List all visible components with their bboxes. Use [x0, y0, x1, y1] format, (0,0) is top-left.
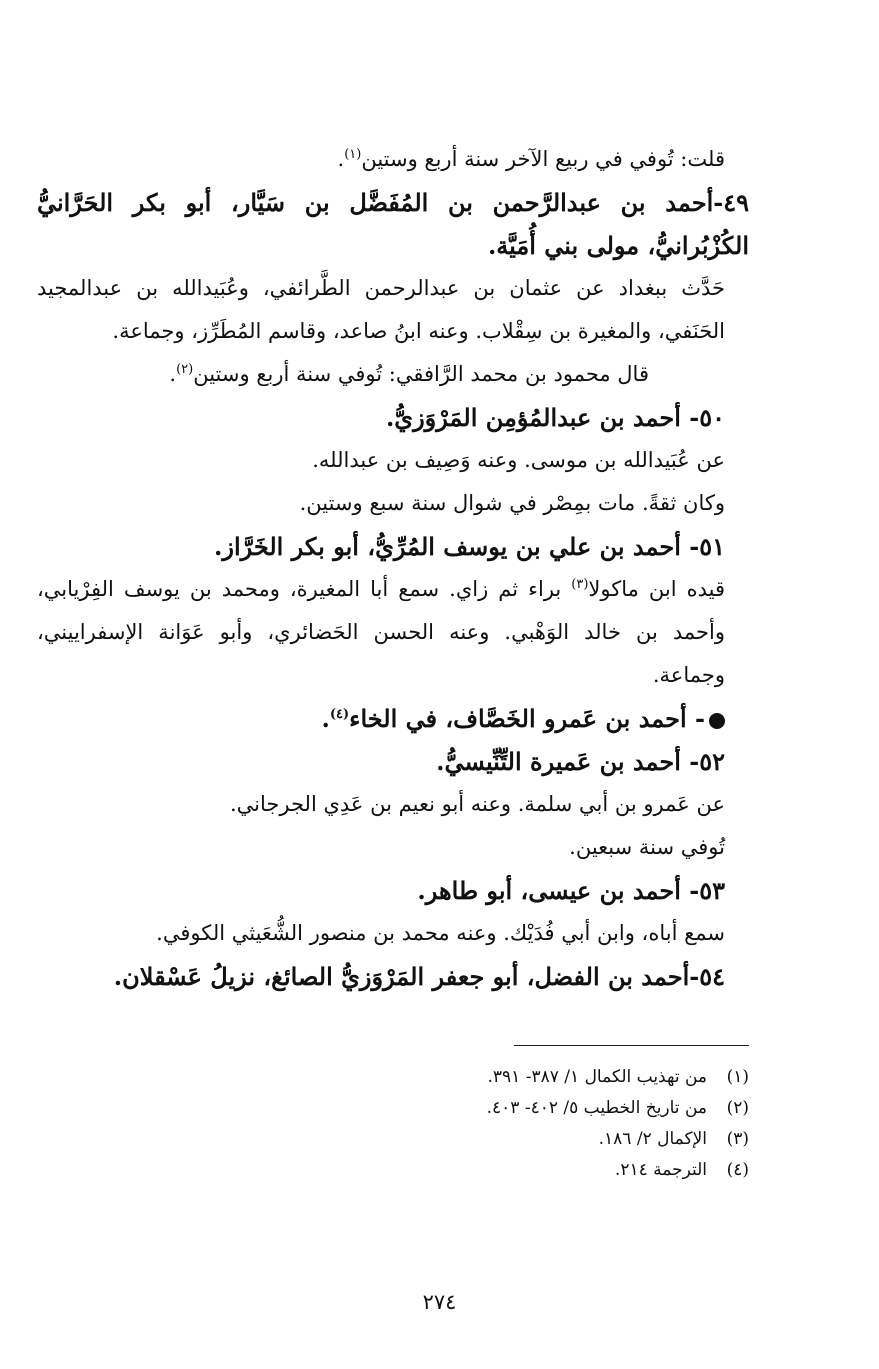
footnote-text: من تاريخ الخطيب ٥/ ٤٠٢- ٤٠٣. — [486, 1098, 707, 1118]
entry-52-death: تُوفي سنة سبعين. — [569, 835, 725, 859]
entry-text: - أحمد بن عَمرو الخَصَّاف، في الخاء — [349, 704, 705, 733]
entry-bullet — [37, 697, 749, 740]
footnote — [149, 1062, 749, 1093]
entry-54: ٥٤-أحمد بن الفضل، أبو جعفر المَرْوَزيُّ الصائغ، نزيلُ عَسْقلان. — [113, 962, 725, 991]
main-text — [37, 138, 749, 998]
footnote-ref: (٢) — [176, 362, 194, 377]
entry-49: ٤٩-أحمد بن عبدالرَّحمن بن المُفَضَّل بن سَيَّار، أبو بكر الحَرَّانيُّ الكُزْبُرانيُّ، مولى بني أُمَيَّة. — [37, 188, 749, 260]
bullet-icon — [709, 713, 725, 729]
entry-49-body: حَدَّث ببغداد عن عثمان بن عبدالرحمن الطَّرائفي، وعُبَيدالله بن عبدالمجيد الحَنَفي، والمغيرة بن سِقْلاب. وعنه ابنُ صاعد، وقاسم المُطَرِّز، وجماعة. — [37, 276, 725, 343]
footnote-text: الإكمال ٢/ ١٨٦. — [598, 1129, 707, 1149]
line-text: براء ثم زاي. سمع أبا المغيرة، ومحمد بن يوسف الفِرْيابي، وأحمد بن خالد الوَهْبي. وعنه الحسن الحَضائري، وأبو عَوَانة الإسفراييني، وجماعة. — [37, 577, 725, 687]
entry-50-body: عن عُبَيدالله بن موسى. وعنه وَصِيف بن عبدالله. — [312, 448, 725, 472]
punct: . — [321, 704, 330, 733]
entry-52-body: عن عَمرو بن أبي سلمة. وعنه أبو نعيم بن عَدِي الجرجاني. — [230, 792, 725, 816]
footnote — [149, 1093, 749, 1124]
footnote-number: (٣) — [726, 1129, 749, 1149]
line-text: قال محمود بن محمد الرَّافقي: تُوفي سنة أربع وستين — [193, 362, 649, 386]
footnote-number: (١) — [726, 1067, 749, 1087]
entry-51-body — [37, 568, 749, 697]
footnote-ref: (٤) — [329, 707, 350, 722]
line-text: قيده ابن ماكولا — [588, 577, 726, 601]
footnote-text: الترجمة ٢١٤. — [614, 1160, 707, 1180]
footnote-ref: (١) — [344, 147, 362, 162]
entry-53: ٥٣- أحمد بن عيسى، أبو طاهر. — [417, 876, 725, 905]
page-number: ٢٧٤ — [422, 1290, 457, 1314]
line-text: قلت: تُوفي في ربيع الآخر سنة أربع وستين — [361, 147, 725, 171]
footnote-divider — [514, 1045, 749, 1046]
entry-53-body: سمع أباه، وابن أبي فُدَيْك. وعنه محمد بن منصور الشُّعَيثي الكوفي. — [156, 921, 725, 945]
footnote-number: (٢) — [726, 1098, 749, 1118]
footnote-text: من تهذيب الكمال ١/ ٣٨٧- ٣٩١. — [487, 1067, 707, 1087]
footnotes — [149, 1062, 749, 1186]
entry-51: ٥١- أحمد بن علي بن يوسف المُرِّيُّ، أبو بكر الخَرَّاز. — [214, 532, 725, 561]
punct: . — [337, 147, 345, 171]
entry-50-death: وكان ثقةً. مات بمِصْر في شوال سنة سبع وستين. — [299, 491, 725, 515]
entry-52: ٥٢- أحمد بن عَميرة التِّنِّيسيُّ. — [436, 747, 725, 776]
entry-50: ٥٠- أحمد بن عبدالمُؤمِن المَرْوَزيُّ. — [385, 403, 725, 432]
footnote — [149, 1155, 749, 1186]
footnote-ref: (٣) — [571, 577, 589, 592]
entry-49-death — [37, 353, 749, 396]
punct: . — [169, 362, 177, 386]
footnote — [149, 1124, 749, 1155]
text-line — [37, 138, 749, 181]
footnote-number: (٤) — [726, 1160, 749, 1180]
